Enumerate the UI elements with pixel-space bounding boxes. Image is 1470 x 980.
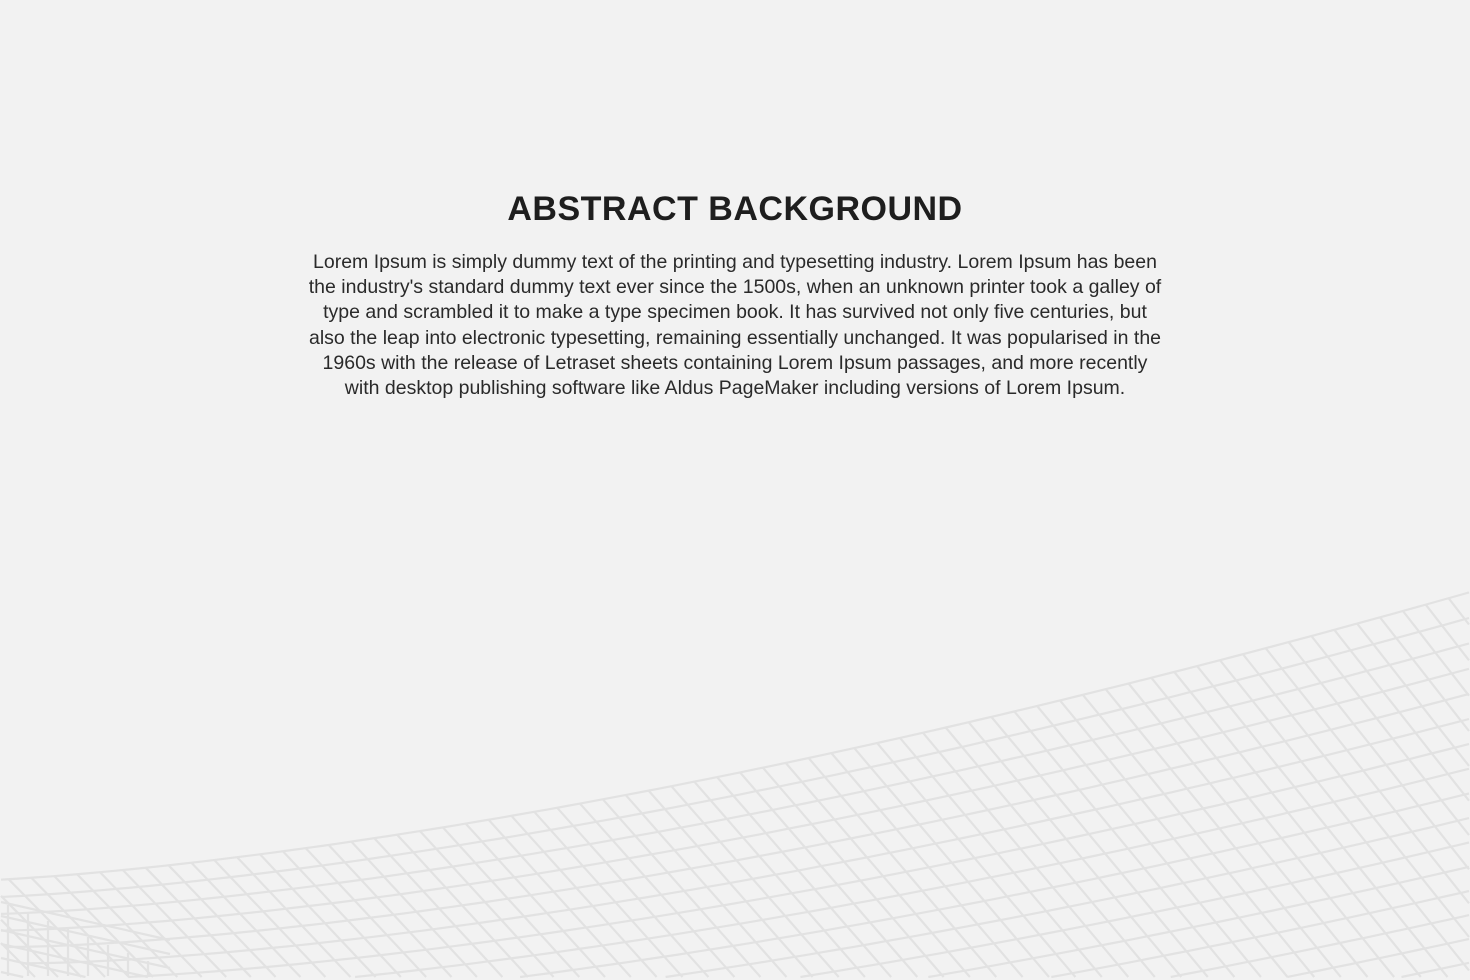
grid-line-cross bbox=[237, 857, 350, 977]
grid-line-cross bbox=[283, 851, 401, 977]
grid-line-cross bbox=[877, 743, 1075, 977]
grid-line-cross bbox=[969, 722, 1182, 977]
grid-line-cross bbox=[603, 799, 761, 977]
grid-line-cross bbox=[1197, 666, 1447, 977]
grid-line-long bbox=[1051, 891, 1469, 977]
grid-line-cross bbox=[1243, 654, 1469, 937]
grid-line-cross bbox=[260, 854, 376, 977]
grid-line-cross bbox=[1014, 711, 1234, 977]
grid-line-cross bbox=[717, 777, 891, 977]
grid-line-long bbox=[520, 794, 1469, 978]
body-paragraph: Lorem Ipsum is simply dummy text of the printing and typesetting industry. Lorem Ipsum has been the industry's standard dummy text ever since the 1500s, when an unknown printer took a galley of type and scrambled it to make a type specimen book. It has survived not only five centuries, but also the leap into electronic typesetting, remaining essentially unchanged. It was popularised in the 1960s with the release of Letraset sheets containing Lorem Ipsum passages, and more recently with desktop publishing software like Aldus PageMaker including versions of Lorem Ipsum. bbox=[308, 251, 1162, 400]
grid-line-long bbox=[355, 769, 1469, 977]
grid-line-cross bbox=[1220, 660, 1469, 970]
grid-line-cross bbox=[374, 838, 502, 977]
grid-line-cross bbox=[786, 763, 970, 977]
grid-line-cross bbox=[1426, 605, 1469, 661]
grid-line-cross bbox=[1174, 672, 1421, 977]
grid-line-cross bbox=[946, 728, 1155, 978]
grid-line-cross bbox=[1334, 630, 1469, 801]
grid-line-wall bbox=[1, 972, 23, 977]
grid-line-long bbox=[1, 592, 1469, 879]
grid-line-cross bbox=[329, 845, 452, 977]
grid-line-cross bbox=[671, 786, 838, 977]
grid-line-cross bbox=[1, 896, 81, 977]
grid-line-long bbox=[1, 643, 1469, 914]
grid-line-cross bbox=[397, 835, 528, 977]
page-title: ABSTRACT BACKGROUND bbox=[507, 190, 963, 228]
